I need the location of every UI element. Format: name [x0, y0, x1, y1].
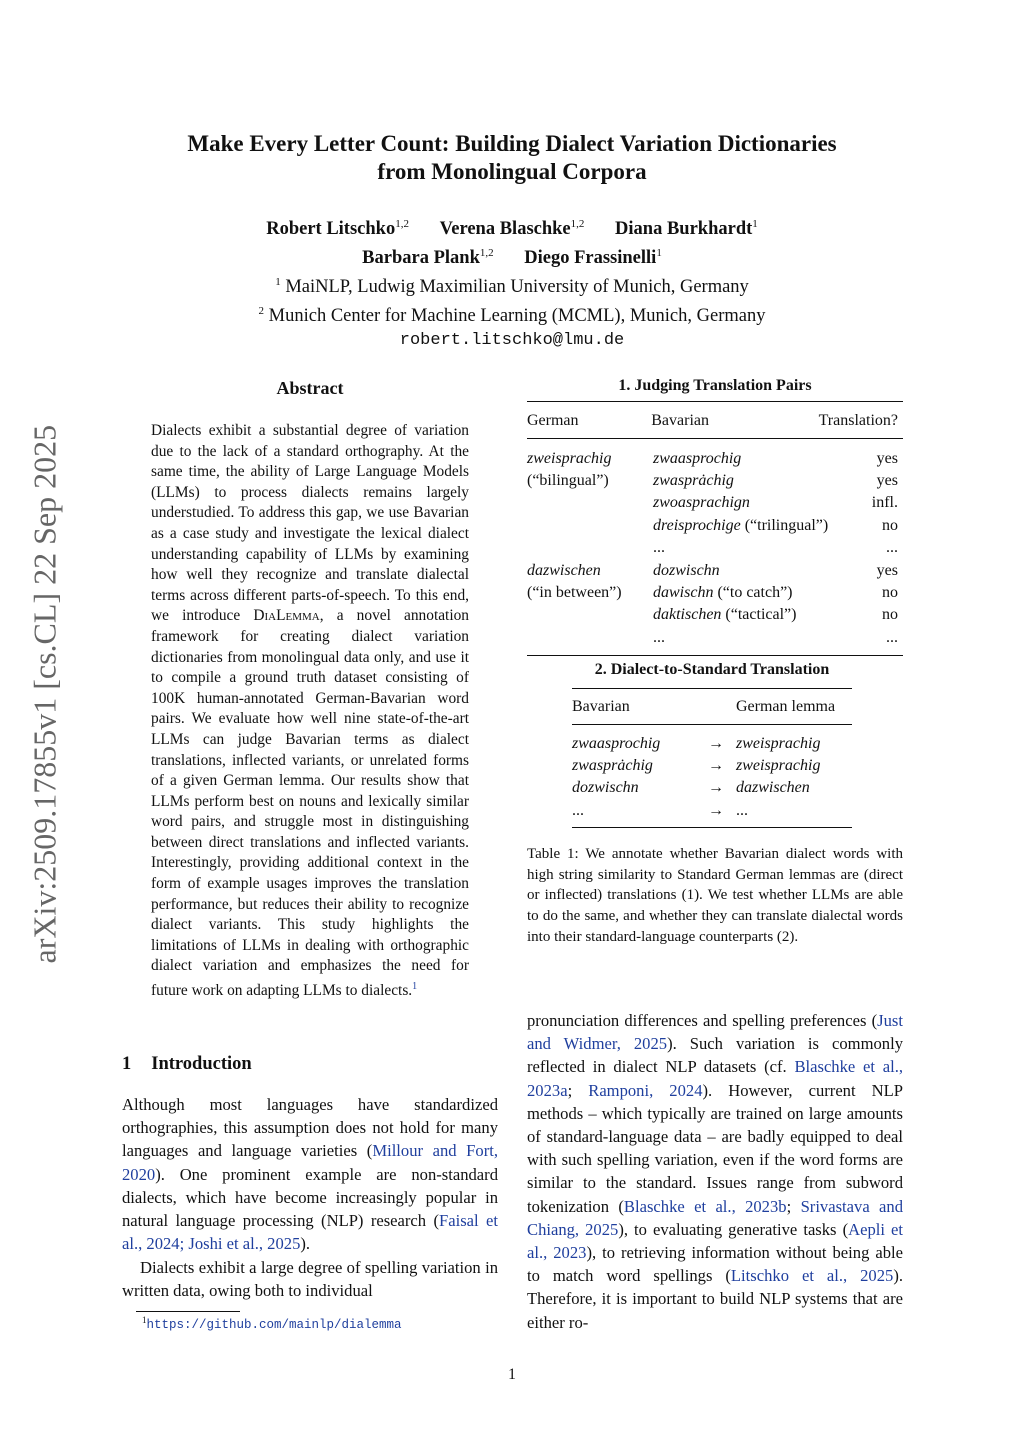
author-name: Barbara Plank: [362, 248, 480, 269]
section-heading: 1 Introduction: [122, 1054, 252, 1074]
bavarian-word: zwasprȧchig: [653, 471, 734, 489]
citation-link[interactable]: Millour and Fort, 2020: [122, 1141, 498, 1184]
author-name: Robert Litschko: [266, 219, 396, 240]
footnote-url[interactable]: https://github.com/mainlp/dialemma: [146, 1318, 402, 1333]
bavarian-cell: [653, 604, 863, 626]
table2-header: [572, 696, 852, 718]
bavarian-cell: zwaasprochig: [572, 734, 661, 752]
table-rule: [572, 724, 852, 725]
author-email: robert.litschko@lmu.de: [399, 330, 625, 350]
citation-link[interactable]: Ramponi, 2024: [588, 1080, 703, 1100]
author-name: Diana Burkhardt: [615, 219, 753, 240]
column-header: German: [527, 412, 579, 430]
intro-paragraph-1: Although most languages have standardized orthographies, this assumption does not hold for many languages and language varieties (Millour and Fort, 2020). One prominent example are non-standard dialects, which have become increasingly popular in natural language processing (NLP) research (Faisal et al., 2024; Joshi et al., 2025).: [122, 1095, 498, 1254]
column-header: Bavarian: [651, 412, 709, 430]
citation-link[interactable]: Faisal et al., 2024; Joshi et al., 2025: [122, 1211, 498, 1254]
table1-body: [527, 447, 898, 649]
table2-title: 2. Dialect-to-Standard Translation: [594, 661, 830, 678]
footnote-marker[interactable]: 1: [412, 981, 418, 993]
citation-link[interactable]: Blaschke et al., 2023a: [527, 1057, 903, 1100]
table-row: [527, 604, 898, 626]
german-cell: [527, 604, 653, 626]
bavarian-cell: zwasprȧchig: [572, 756, 653, 774]
table-rule: [527, 655, 903, 656]
translation-label: ...: [886, 628, 898, 646]
translation-label: yes: [876, 561, 898, 579]
author-affiliation: 1: [656, 247, 662, 260]
german-cell: [527, 537, 653, 559]
page-number: 1: [508, 1366, 516, 1383]
bavarian-word: ...: [653, 628, 665, 646]
citation-link[interactable]: Srivastava and Chiang, 2025: [527, 1196, 904, 1239]
translation-label: no: [882, 606, 898, 624]
table-row: [527, 515, 898, 537]
table-rule: [527, 438, 903, 439]
column-header: German lemma: [736, 698, 836, 716]
author-affiliation: 1,2: [395, 218, 409, 230]
table2-body: [572, 732, 852, 822]
bavarian-word: daktischen: [653, 606, 722, 624]
german-lemma-cell: zweisprachig: [736, 756, 821, 774]
bavarian-word: dawischn: [653, 583, 714, 601]
translation-label: ...: [886, 539, 898, 557]
title-line-2: from Monolingual Corpora: [377, 159, 647, 184]
bavarian-cell: [653, 582, 863, 604]
author-name: Verena Blaschke: [439, 219, 571, 240]
author-line-2: [0, 241, 1024, 270]
right-paragraph: pronunciation differences and spelling preferences (Just and Widmer, 2025). Such variation is commonly reflected in dialect NLP datasets (cf. Blaschke et al., 2023a; Ramponi, 2024). However, current NLP methods – which typically are trained on large amounts of standard-language data – are badly equipped to deal with such spelling variation, even if the word forms are similar to the standard. Issues range from subword tokenization (Blaschke et al., 2023b; Srivastava and Chiang, 2025), to evaluating generative tasks (Aepli et al., 2023), to retrieving information without being able to match word spellings (Litschko et al., 2025). Therefore, it is important to build NLP systems that are either ro-: [527, 1011, 904, 1332]
bavarian-word: ...: [653, 539, 665, 557]
german-cell: dazwischen: [527, 561, 601, 579]
table-row: [527, 627, 898, 649]
bavarian-cell: dozwischn: [572, 779, 639, 797]
german-lemma-cell: dazwischen: [736, 779, 810, 797]
author-line-1: [0, 212, 1024, 241]
citation-link[interactable]: Aepli et al., 2023: [527, 1219, 904, 1263]
intro-paragraph-2: Dialects exhibit a large degree of spelling variation in written data, owing both to individual: [122, 1258, 498, 1301]
arrow-icon: →: [708, 756, 724, 774]
author-name: Diego Frassinelli: [524, 248, 657, 269]
arrow-icon: →: [708, 734, 724, 752]
table-row: [527, 492, 898, 514]
gloss: (“trilingual”): [740, 516, 829, 534]
translation-label: infl.: [871, 494, 898, 512]
translation-label: yes: [876, 471, 898, 489]
german-cell: (“in between”): [527, 583, 622, 601]
table-row: [527, 582, 898, 604]
abstract-text: Dialects exhibit a substantial degree of variation due to the lack of a standard orthography. At the same time, the ability of Large Language Models (LLMs) to process dialects remains largely understudied. To address this gap, we use Bavarian as a case study and investigate the lexical dialect understanding capability of LLMs by examining how well they recognize and translate dialectal terms across different parts-of-speech. To this end, we introduce DiaLemma, a novel annotation framework for creating dialect variation dictionaries from monolingual data only, and use it to compile a ground truth dataset consisting of 100K human-annotated German-Bavarian word pairs. We evaluate how well nine state-of-the-art LLMs can judge Bavarian terms as dialect translations, inflected variants, or unrelated forms of a given German lemma. Our results show that LLMs perform best on nouns and lexically similar word pairs, and struggle most in distinguishing between direct translations and inflected variants. Interestingly, providing additional context in the form of example usages improves the translation performance, but reduces their ability to recognize dialect variants. This study highlights the limitations of LLMs in dealing with orthographic dialect variation and emphasizes the need for future work on adapting LLMs to dialects.$^1$: [151, 422, 469, 1000]
column-header: Bavarian: [572, 698, 630, 716]
bavarian-cell: [653, 470, 863, 492]
table-row: [572, 732, 852, 754]
arrow-icon: →: [708, 801, 724, 819]
citation-link[interactable]: Just and Widmer, 2025: [527, 1011, 903, 1054]
column-header: Translation?: [818, 412, 898, 430]
table-row: [527, 537, 898, 559]
gloss: (“to catch”): [713, 583, 793, 601]
arrow-icon: →: [708, 779, 724, 797]
german-cell: (“bilingual”): [527, 471, 609, 489]
bavarian-cell: [653, 559, 863, 581]
bavarian-word: dozwischn: [653, 561, 720, 579]
arxiv-stamp: arXiv:2509.17855v1 [cs.CL] 22 Sep 2025: [26, 424, 63, 964]
bavarian-cell: [653, 515, 863, 537]
german-lemma-cell: ...: [736, 801, 748, 819]
table-row: [572, 777, 852, 799]
translation-label: yes: [876, 449, 898, 467]
bavarian-cell: ...: [572, 801, 584, 819]
table-rule: [572, 827, 852, 828]
bavarian-word: dreisprochige: [653, 516, 741, 534]
translation-label: no: [882, 516, 898, 534]
table-row: [572, 755, 852, 777]
footnote: $^1$https://github.com/mainlp/dialemma: [142, 1315, 402, 1333]
table1: [527, 401, 903, 656]
citation-link[interactable]: Litschko et al., 2025: [730, 1266, 894, 1286]
affiliation-2: $^2$ Munich Center for Machine Learning (MCML), Munich, Germany: [258, 305, 766, 327]
paper-title: [0, 130, 1024, 186]
german-lemma-cell: zweisprachig: [736, 734, 821, 752]
bavarian-cell: [653, 627, 863, 649]
translation-label: no: [882, 583, 898, 601]
author-affiliation: 1,2: [479, 247, 494, 260]
table-row: [527, 559, 898, 581]
bavarian-word: zwaasprochig: [653, 449, 742, 467]
german-cell: [527, 515, 653, 537]
title-line-1: Make Every Letter Count: Building Dialect Variation Dictionaries: [187, 131, 837, 156]
table-row: [572, 800, 852, 822]
table1-title: 1. Judging Translation Pairs: [618, 377, 812, 394]
framework-name: DiaLemma: [253, 607, 320, 625]
footnote-rule: [136, 1311, 240, 1312]
bavarian-word: zwoasprachign: [653, 494, 750, 512]
bavarian-cell: [653, 447, 863, 469]
author-block: [0, 212, 1024, 353]
table-row: [527, 447, 898, 469]
german-cell: [527, 627, 653, 649]
author-affiliation: 1: [752, 218, 758, 230]
table-rule: [527, 401, 903, 402]
affiliation-1: $^1$ MaiNLP, Ludwig Maximilian University of Munich, Germany: [275, 276, 749, 298]
table-row: [527, 470, 898, 492]
table-caption: Table 1: We annotate whether Bavarian dialect words with high string similarity to Standard German lemmas are (direct or inflected) translations (1). We test whether LLMs are able to do the same, and whether they can translate dialectal words into their standard-language counterparts (2).: [527, 846, 903, 945]
table2: [572, 688, 852, 828]
german-cell: [527, 492, 653, 514]
table-rule: [572, 688, 852, 689]
author-affiliation: 1,2: [570, 218, 585, 230]
table1-header: [527, 410, 898, 432]
german-cell: zweisprachig: [527, 449, 612, 467]
bavarian-cell: [653, 537, 863, 559]
bavarian-cell: [653, 492, 863, 514]
gloss: (“tactical”): [721, 606, 797, 624]
abstract-heading: Abstract: [276, 378, 344, 398]
citation-link[interactable]: Blaschke et al., 2023b: [623, 1196, 787, 1216]
